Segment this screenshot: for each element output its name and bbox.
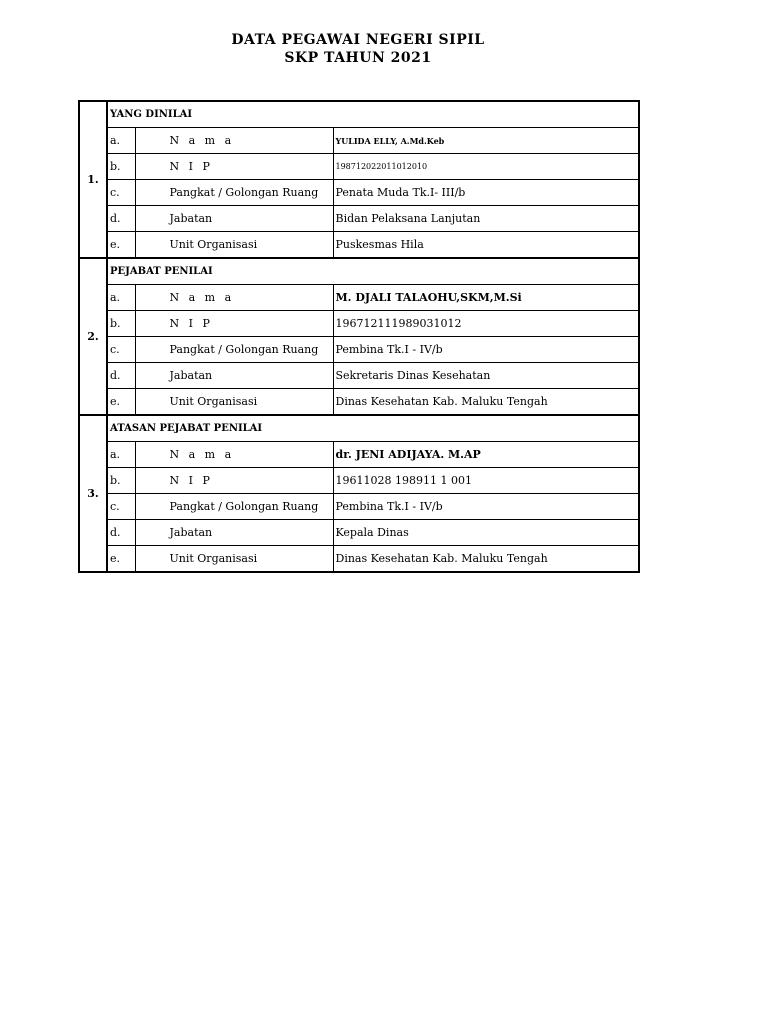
row-letter: d. <box>107 520 135 546</box>
field-value: Bidan Pelaksana Lanjutan <box>333 206 639 232</box>
section-header-row <box>79 415 639 442</box>
field-value: 198712022011012010 <box>333 154 639 180</box>
field-value: Dinas Kesehatan Kab. Maluku Tengah <box>333 546 639 573</box>
section-number: 3. <box>79 415 107 572</box>
row-letter: b. <box>107 154 135 180</box>
table-row <box>79 206 639 232</box>
section-number: 1. <box>79 101 107 258</box>
row-letter: a. <box>107 285 135 311</box>
field-label: N a m a <box>135 285 333 311</box>
row-letter: e. <box>107 232 135 259</box>
field-label: Jabatan <box>135 520 333 546</box>
field-value: 196712111989031012 <box>333 311 639 337</box>
field-value: Pembina Tk.I - IV/b <box>333 494 639 520</box>
row-letter: e. <box>107 546 135 573</box>
table-row <box>79 154 639 180</box>
field-label: N I P <box>135 468 333 494</box>
row-letter: c. <box>107 494 135 520</box>
row-letter: b. <box>107 311 135 337</box>
row-letter: b. <box>107 468 135 494</box>
section-header-row <box>79 101 639 128</box>
table-row <box>79 285 639 311</box>
row-letter: d. <box>107 363 135 389</box>
table-row <box>79 180 639 206</box>
field-value: M. DJALI TALAOHU,SKM,M.Si <box>333 285 639 311</box>
page-subtitle: SKP TAHUN 2021 <box>284 50 432 66</box>
table-row <box>79 494 639 520</box>
field-label: Jabatan <box>135 206 333 232</box>
field-value: Pembina Tk.I - IV/b <box>333 337 639 363</box>
field-value: Dinas Kesehatan Kab. Maluku Tengah <box>333 389 639 416</box>
table-row <box>79 232 639 259</box>
section-header-row <box>79 258 639 285</box>
field-label: N a m a <box>135 128 333 154</box>
row-letter: e. <box>107 389 135 416</box>
table-row <box>79 468 639 494</box>
table-row <box>79 389 639 416</box>
field-label: Pangkat / Golongan Ruang <box>135 337 333 363</box>
table-row <box>79 337 639 363</box>
table-row <box>79 363 639 389</box>
employee-data-table <box>78 100 640 573</box>
field-value: Sekretaris Dinas Kesehatan <box>333 363 639 389</box>
table-row <box>79 442 639 468</box>
field-label: Unit Organisasi <box>135 232 333 259</box>
section-title: PEJABAT PENILAI <box>107 258 639 285</box>
field-value: Penata Muda Tk.I- III/b <box>333 180 639 206</box>
field-label: N I P <box>135 311 333 337</box>
table-row <box>79 546 639 573</box>
row-letter: c. <box>107 180 135 206</box>
field-value: 19611028 198911 1 001 <box>333 468 639 494</box>
page-title: DATA PEGAWAI NEGERI SIPIL <box>231 32 485 48</box>
field-label: Unit Organisasi <box>135 546 333 573</box>
field-label: N I P <box>135 154 333 180</box>
field-label: N a m a <box>135 442 333 468</box>
table-row <box>79 520 639 546</box>
row-letter: a. <box>107 128 135 154</box>
field-label: Unit Organisasi <box>135 389 333 416</box>
field-value: YULIDA ELLY, A.Md.Keb <box>333 128 639 154</box>
section-number: 2. <box>79 258 107 415</box>
section-title: ATASAN PEJABAT PENILAI <box>107 415 639 442</box>
table-row <box>79 311 639 337</box>
row-letter: a. <box>107 442 135 468</box>
field-label: Pangkat / Golongan Ruang <box>135 180 333 206</box>
section-title: YANG DINILAI <box>107 101 639 128</box>
field-value: Puskesmas Hila <box>333 232 639 259</box>
field-label: Jabatan <box>135 363 333 389</box>
table-row <box>79 128 639 154</box>
field-value: dr. JENI ADIJAYA. M.AP <box>333 442 639 468</box>
field-value: Kepala Dinas <box>333 520 639 546</box>
row-letter: c. <box>107 337 135 363</box>
row-letter: d. <box>107 206 135 232</box>
field-label: Pangkat / Golongan Ruang <box>135 494 333 520</box>
